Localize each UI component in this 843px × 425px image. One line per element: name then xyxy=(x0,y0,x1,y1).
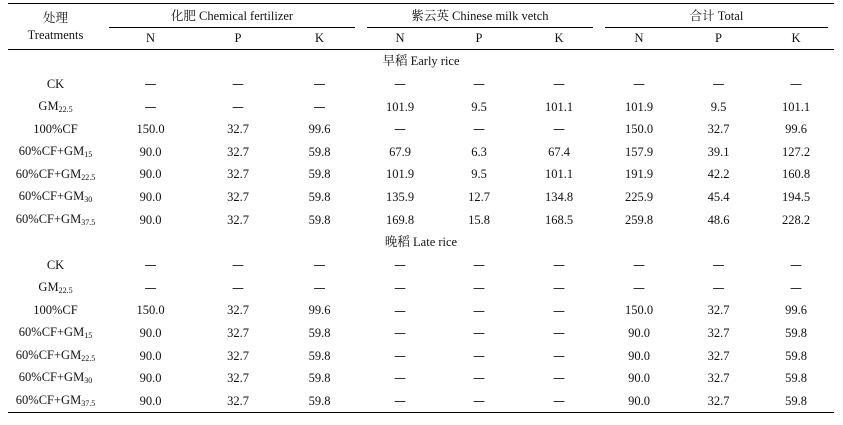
table-row xyxy=(8,163,834,186)
table-cell: 32.7 xyxy=(227,371,249,386)
col-header: K xyxy=(314,31,325,46)
treatments-header-cn: 处理 xyxy=(42,11,68,26)
table-cell: — xyxy=(553,371,565,386)
table-cell: — xyxy=(633,281,645,296)
table-row xyxy=(8,322,834,345)
treatment-rate-subscript: 37.5 xyxy=(81,217,96,227)
table-cell: 101.9 xyxy=(624,99,654,114)
table-cell: 134.8 xyxy=(544,190,574,205)
treatment-rate-subscript: 15 xyxy=(84,331,93,341)
table-cell: 59.8 xyxy=(308,371,331,386)
table-cell: — xyxy=(553,77,565,92)
table-cell: 32.7 xyxy=(227,325,249,340)
table-cell: 9.5 xyxy=(471,99,487,114)
treatments-header-en: Treatments xyxy=(27,27,84,42)
table-row xyxy=(8,390,834,413)
treatment-base: 60%CF+GM xyxy=(15,211,82,226)
table-cell: — xyxy=(394,77,406,92)
treatment-base: 60%CF+GM xyxy=(15,393,82,408)
table-row xyxy=(8,367,834,390)
table-cell: 59.8 xyxy=(785,393,807,408)
table-row xyxy=(8,141,834,164)
table-cell: 99.6 xyxy=(785,303,807,318)
treatments-header xyxy=(8,4,103,50)
treatment-base: CK xyxy=(46,258,65,273)
table-cell: 48.6 xyxy=(707,212,730,227)
table-cell: — xyxy=(144,77,157,92)
col-header: N xyxy=(145,31,156,46)
treatment-base: 60%CF+GM xyxy=(15,347,82,362)
table-cell: — xyxy=(473,77,485,92)
table-cell: 99.6 xyxy=(308,122,331,137)
table-cell: — xyxy=(790,281,802,296)
col-header: N xyxy=(395,31,405,46)
table-cell: 101.1 xyxy=(544,99,574,114)
section-header-row xyxy=(8,50,834,74)
treatment-name xyxy=(8,345,103,368)
table-cell: 32.7 xyxy=(227,144,249,159)
table-cell: — xyxy=(232,99,244,114)
table-cell: 90.0 xyxy=(139,348,162,363)
table-cell: 90.0 xyxy=(628,348,650,363)
table-cell: — xyxy=(394,258,406,273)
table-row xyxy=(8,186,834,209)
table-cell: — xyxy=(473,394,485,409)
table-cell: — xyxy=(473,258,485,273)
table-cell: 169.8 xyxy=(385,212,415,227)
treatment-base: 60%CF+GM xyxy=(18,325,85,340)
table-cell: 150.0 xyxy=(624,122,654,137)
table-row xyxy=(8,254,834,277)
treatment-name xyxy=(8,322,103,345)
table-cell: — xyxy=(473,348,485,363)
table-row xyxy=(8,345,834,368)
treatment-rate-subscript: 22.5 xyxy=(58,104,73,114)
table-cell: 101.9 xyxy=(385,167,415,182)
table-cell: 59.8 xyxy=(308,190,331,205)
treatment-rate-subscript: 30 xyxy=(84,376,93,386)
table-cell: — xyxy=(553,281,565,296)
section-header-row xyxy=(8,231,834,254)
section-title: 晚稻 Late rice xyxy=(384,235,458,250)
table-cell: 90.0 xyxy=(628,393,650,408)
treatment-rate-subscript: 22.5 xyxy=(81,353,96,363)
treatment-base: 60%CF+GM xyxy=(18,370,85,385)
table-cell: — xyxy=(712,258,725,273)
table-cell: 32.7 xyxy=(707,122,730,137)
table-row xyxy=(8,209,834,232)
table-cell: 15.8 xyxy=(468,212,490,227)
table-cell: 228.2 xyxy=(781,212,811,227)
table-cell: 127.2 xyxy=(781,144,811,159)
treatment-name xyxy=(8,141,103,164)
table-cell: 90.0 xyxy=(628,325,650,340)
table-cell: — xyxy=(790,77,802,92)
table-cell: 9.5 xyxy=(471,167,487,182)
col-header: K xyxy=(791,31,801,46)
table-cell: — xyxy=(790,258,802,273)
table-cell: 90.0 xyxy=(139,144,162,159)
table-cell: 90.0 xyxy=(628,371,650,386)
table-cell: — xyxy=(553,258,565,273)
treatment-rate-subscript: 15 xyxy=(84,150,93,160)
section-title: 早稻 Early rice xyxy=(382,54,460,69)
table-cell: — xyxy=(394,281,406,296)
table-cell: 150.0 xyxy=(136,303,165,318)
table-cell: 39.1 xyxy=(707,144,730,159)
table-cell: 42.2 xyxy=(707,167,730,182)
table-cell: 32.7 xyxy=(227,122,249,137)
table-cell: — xyxy=(553,394,565,409)
table-cell: 32.7 xyxy=(227,393,249,408)
table-cell: — xyxy=(473,303,485,318)
table-cell: 157.9 xyxy=(624,144,654,159)
table-cell: — xyxy=(232,77,244,92)
table-cell: — xyxy=(553,326,565,341)
table-cell: — xyxy=(473,371,485,386)
table-cell: 59.8 xyxy=(785,371,807,386)
table-cell: 99.6 xyxy=(308,303,331,318)
table-cell: 45.4 xyxy=(707,190,730,205)
table-cell: 59.8 xyxy=(308,348,331,363)
table-cell: — xyxy=(144,258,157,273)
treatment-base: GM xyxy=(38,98,59,113)
table-cell: 90.0 xyxy=(139,167,162,182)
table-cell: — xyxy=(313,77,326,92)
column-header-row xyxy=(8,28,834,50)
table-cell: 32.7 xyxy=(707,348,730,363)
treatment-name xyxy=(8,209,103,232)
table-cell: 32.7 xyxy=(707,325,730,340)
table-cell: — xyxy=(553,122,565,137)
treatment-rate-subscript: 22.5 xyxy=(81,172,96,182)
col-header: N xyxy=(634,31,644,46)
table-cell: — xyxy=(232,281,244,296)
table-cell: 12.7 xyxy=(468,190,490,205)
table-cell: 90.0 xyxy=(139,325,162,340)
table-cell: 101.1 xyxy=(544,167,574,182)
table-cell: — xyxy=(633,77,645,92)
table-cell: 59.8 xyxy=(308,144,331,159)
table-cell: 32.7 xyxy=(227,190,249,205)
treatment-name xyxy=(8,163,103,186)
table-cell: — xyxy=(712,281,725,296)
table-cell: — xyxy=(394,326,406,341)
table-cell: 67.4 xyxy=(548,144,570,159)
table-cell: 32.7 xyxy=(707,393,730,408)
table-cell: 32.7 xyxy=(707,371,730,386)
table-cell: — xyxy=(553,303,565,318)
table-cell: — xyxy=(313,258,326,273)
table-cell: 59.8 xyxy=(308,325,331,340)
table-body xyxy=(8,50,834,413)
table-row xyxy=(8,73,834,96)
table-cell: — xyxy=(473,326,485,341)
table-cell: 225.9 xyxy=(624,190,654,205)
treatment-name xyxy=(8,73,103,96)
table-cell: 32.7 xyxy=(227,348,249,363)
treatment-base: 60%CF+GM xyxy=(15,166,82,181)
treatment-base: CK xyxy=(46,77,65,92)
treatment-base: GM xyxy=(38,280,59,295)
table-cell: 135.9 xyxy=(385,190,415,205)
table-cell: 59.8 xyxy=(785,325,807,340)
table-cell: 90.0 xyxy=(139,393,162,408)
table-cell: — xyxy=(712,77,725,92)
treatment-name xyxy=(8,118,103,141)
table-cell: — xyxy=(473,281,485,296)
table-cell: — xyxy=(144,281,157,296)
group-header-total: 合计 Total xyxy=(599,4,834,29)
table-cell: 9.5 xyxy=(710,99,727,114)
table-row xyxy=(8,277,834,300)
col-header: P xyxy=(715,31,722,46)
table-cell: 59.8 xyxy=(308,393,331,408)
table-cell: 6.3 xyxy=(471,144,487,159)
table-cell: — xyxy=(144,99,157,114)
table-cell: 150.0 xyxy=(136,122,165,137)
table-cell: — xyxy=(394,303,406,318)
col-header: K xyxy=(554,31,564,46)
table-cell: 67.9 xyxy=(389,144,411,159)
table-cell: 90.0 xyxy=(139,212,162,227)
treatment-name xyxy=(8,254,103,277)
table-cell: 101.9 xyxy=(385,99,415,114)
table-cell: — xyxy=(394,122,406,137)
treatment-base: 100%CF xyxy=(33,122,78,137)
treatment-base: 100%CF xyxy=(33,303,78,318)
table-row xyxy=(8,118,834,141)
table-cell: 99.6 xyxy=(785,122,807,137)
treatment-base: 60%CF+GM xyxy=(18,144,85,159)
col-header: P xyxy=(234,31,242,46)
table-row xyxy=(8,299,834,322)
table-cell: 90.0 xyxy=(139,190,162,205)
table-cell: 90.0 xyxy=(139,371,162,386)
table-cell: 191.9 xyxy=(624,167,654,182)
table-cell: 194.5 xyxy=(781,190,811,205)
table-cell: — xyxy=(232,258,244,273)
table-cell: — xyxy=(473,122,485,137)
table-cell: — xyxy=(394,371,406,386)
group-header-milk-vetch: 紫云英 Chinese milk vetch xyxy=(361,4,599,29)
table-cell: 59.8 xyxy=(785,348,807,363)
treatment-name xyxy=(8,367,103,390)
treatment-name xyxy=(8,390,103,413)
table-cell: 150.0 xyxy=(624,303,654,318)
table-cell: 259.8 xyxy=(624,212,654,227)
treatment-name xyxy=(8,96,103,119)
fertilizer-table xyxy=(8,3,834,413)
treatment-name xyxy=(8,299,103,322)
group-header-chemical-fertilizer: 化肥 Chemical fertilizer xyxy=(103,4,361,29)
table-cell: 59.8 xyxy=(308,167,331,182)
treatment-name xyxy=(8,186,103,209)
treatment-name xyxy=(8,277,103,300)
table-cell: 32.7 xyxy=(707,303,730,318)
table-cell: — xyxy=(313,281,326,296)
table-cell: 32.7 xyxy=(227,167,249,182)
table-cell: 32.7 xyxy=(227,212,249,227)
treatment-rate-subscript: 37.5 xyxy=(81,399,96,409)
table-cell: 168.5 xyxy=(544,212,574,227)
table-cell: 160.8 xyxy=(781,167,811,182)
treatment-base: 60%CF+GM xyxy=(18,189,85,204)
col-header: P xyxy=(475,31,483,46)
table-cell: 59.8 xyxy=(308,212,331,227)
table-cell: — xyxy=(553,348,565,363)
table-cell: — xyxy=(394,348,406,363)
treatment-rate-subscript: 30 xyxy=(84,195,93,205)
table-cell: 32.7 xyxy=(227,303,249,318)
table-row xyxy=(8,96,834,119)
table-cell: 101.1 xyxy=(781,99,811,114)
treatment-rate-subscript: 22.5 xyxy=(58,286,73,296)
table-cell: — xyxy=(313,99,326,114)
table-cell: — xyxy=(394,394,406,409)
table-cell: — xyxy=(633,258,645,273)
